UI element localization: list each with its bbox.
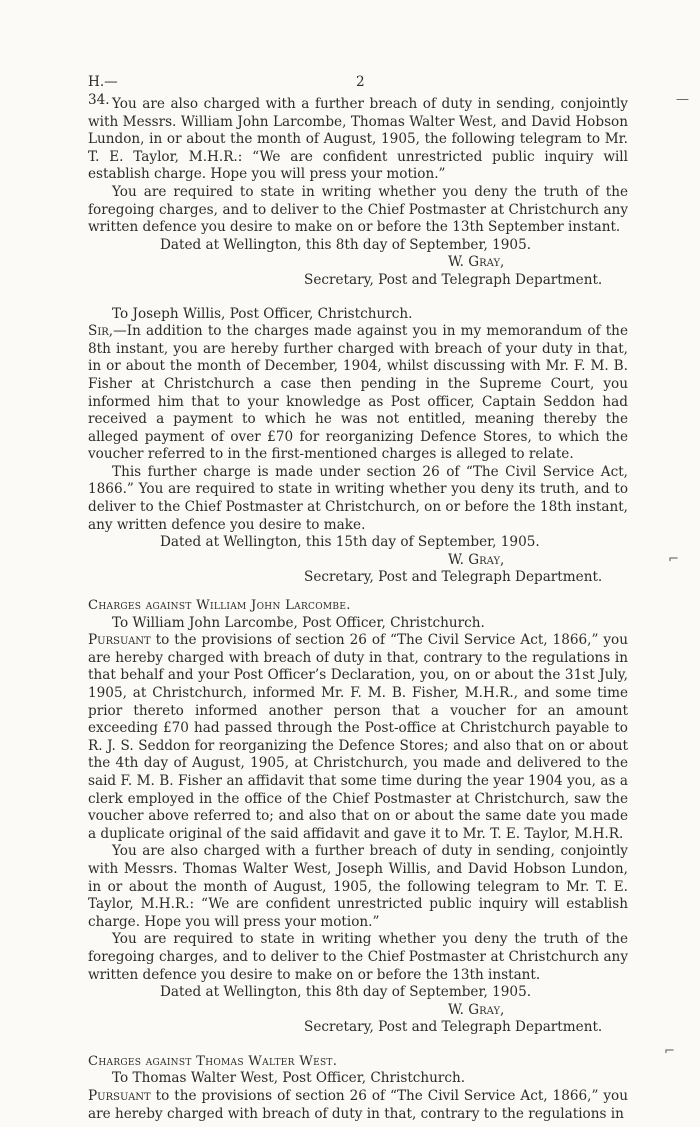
- larcombe-heading: Charges against William John Larcombe.: [88, 598, 351, 614]
- willis-further-charge-text: —In addition to the charges made against you in my memorandum of the 8th instant, you are hereby further charged with breach of your duty in that, in or about the month of December, 1904, whilst discussing with Mr. F. M. B. Fisher at Christchurch a case then pending in the Supreme Court, you informed him that to your knowledge as Post officer, Captain Seddon had received a payment to which he was not entitled, meaning thereby the alleged payment of over £70 for reorganizing Defence Stores, to which the voucher referred to in the first-mentioned charges is alleged to relate.: [88, 323, 628, 463]
- larcombe-signatory-name: W. Gray,: [448, 1001, 505, 1018]
- west-charge: [88, 1088, 628, 1123]
- larcombe-signatory-title: Secretary, Post and Telegraph Department.: [304, 1019, 603, 1036]
- document-page: [88, 74, 628, 1123]
- willis-telegram-charge: You are also charged with a further breach of duty in sending, conjointly with Messrs. William John Larcombe, Thomas Walter West, and David Hobson Lundon, in or about the month of August, 1905, the following telegram to Mr. T. E. Taylor, M.H.R.: “We are confident unrestricted public inquiry will establish charge. Hope you will press your motion.”: [88, 96, 628, 183]
- west-heading: Charges against Thomas Walter West.: [88, 1053, 338, 1069]
- willis-dated-line: Dated at Wellington, this 8th day of September, 1905.: [160, 236, 532, 253]
- willis-further-signatory-title: Secretary, Post and Telegraph Department.: [304, 569, 603, 586]
- larcombe-telegram-charge: You are also charged with a further breach of duty in sending, conjointly with Messrs. Thomas Walter West, Joseph Willis, and David Hobson Lundon, in or about the month of August, 1905, the following telegram to Mr. T. E. Taylor, M.H.R.: “We are confident unrestricted public inquiry will establish charge. Hope you will press your motion.”: [88, 843, 628, 930]
- salutation: Sir,: [88, 323, 114, 340]
- willis-further-requirement: This further charge is made under section 26 of “The Civil Service Act, 1866.” You are required to state in writing whether you deny its truth, and to deliver to the Chief Postmaster at Christchurch, on or before the 18th instant, any written defence you desire to make.: [88, 463, 628, 533]
- willis-defence-requirement: You are required to state in writing whether you deny the truth of the foregoing charges, and to deliver to the Chief Postmaster at Christchurch any written defence you desire to make on or before the 13th September instant.: [88, 183, 628, 236]
- margin-mark-middle: ⌐: [668, 552, 679, 567]
- willis-further-dated-line: Dated at Wellington, this 15th day of September, 1905.: [160, 534, 540, 551]
- larcombe-address: To William John Larcombe, Post Officer, Christchurch.: [112, 614, 485, 631]
- larcombe-dated-line: Dated at Wellington, this 8th day of September, 1905.: [160, 984, 532, 1001]
- west-charge-text: to the provisions of section 26 of “The Civil Service Act, 1866,” you are hereby charged with breach of duty in that, contrary to the regulations in: [88, 1088, 628, 1122]
- larcombe-charge: [88, 632, 628, 843]
- willis-further-charge: [88, 323, 628, 464]
- running-head: [88, 74, 628, 108]
- larcombe-charge-text: to the provisions of section 26 of “The Civil Service Act, 1866,” you are hereby charged with breach of duty in that, contrary to the regulations in that behalf and your Post Officer’s Declaration, you, on or about the 31st July, 1905, at Christchurch, informed Mr. F. M. B. Fisher, M.H.R., and some time prior thereto informed another person that a voucher for an amount exceeding £70 had passed through the Post-office at Christchurch payable to R. J. S. Seddon for reorganizing the Defence Stores; and also that on or about the 4th day of August, 1905, at Christchurch, you made and delivered to the said F. M. B. Fisher an affidavit that some time during the year 1904 you, as a clerk employed in the office of the Chief Postmaster at Christchurch, saw the voucher above referred to; and also that on or about the same date you made a duplicate original of the said affidavit and gave it to Mr. T. E. Taylor, M.H.R.: [88, 632, 628, 842]
- report-reference: H.—34.: [88, 74, 118, 108]
- margin-mark-bottom: ⌐: [664, 1044, 675, 1059]
- larcombe-defence-requirement: You are required to state in writing whether you deny the truth of the foregoing charges, and to deliver to the Chief Postmaster at Christchurch any written defence you desire to make on or before the 13th instant.: [88, 931, 628, 983]
- willis-further-signatory-name: W. Gray,: [448, 551, 505, 568]
- west-address: To Thomas Walter West, Post Officer, Christchurch.: [112, 1070, 466, 1087]
- larcombe-lead-word: Pursuant: [88, 632, 151, 649]
- willis-signatory-title: Secretary, Post and Telegraph Department.: [304, 271, 603, 288]
- page-number: 2: [356, 74, 365, 90]
- willis-signatory-name: W. Gray,: [448, 254, 505, 271]
- west-lead-word: Pursuant: [88, 1088, 151, 1105]
- margin-mark-top: —: [676, 92, 689, 107]
- willis-further-address: To Joseph Willis, Post Officer, Christchurch.: [112, 305, 413, 322]
